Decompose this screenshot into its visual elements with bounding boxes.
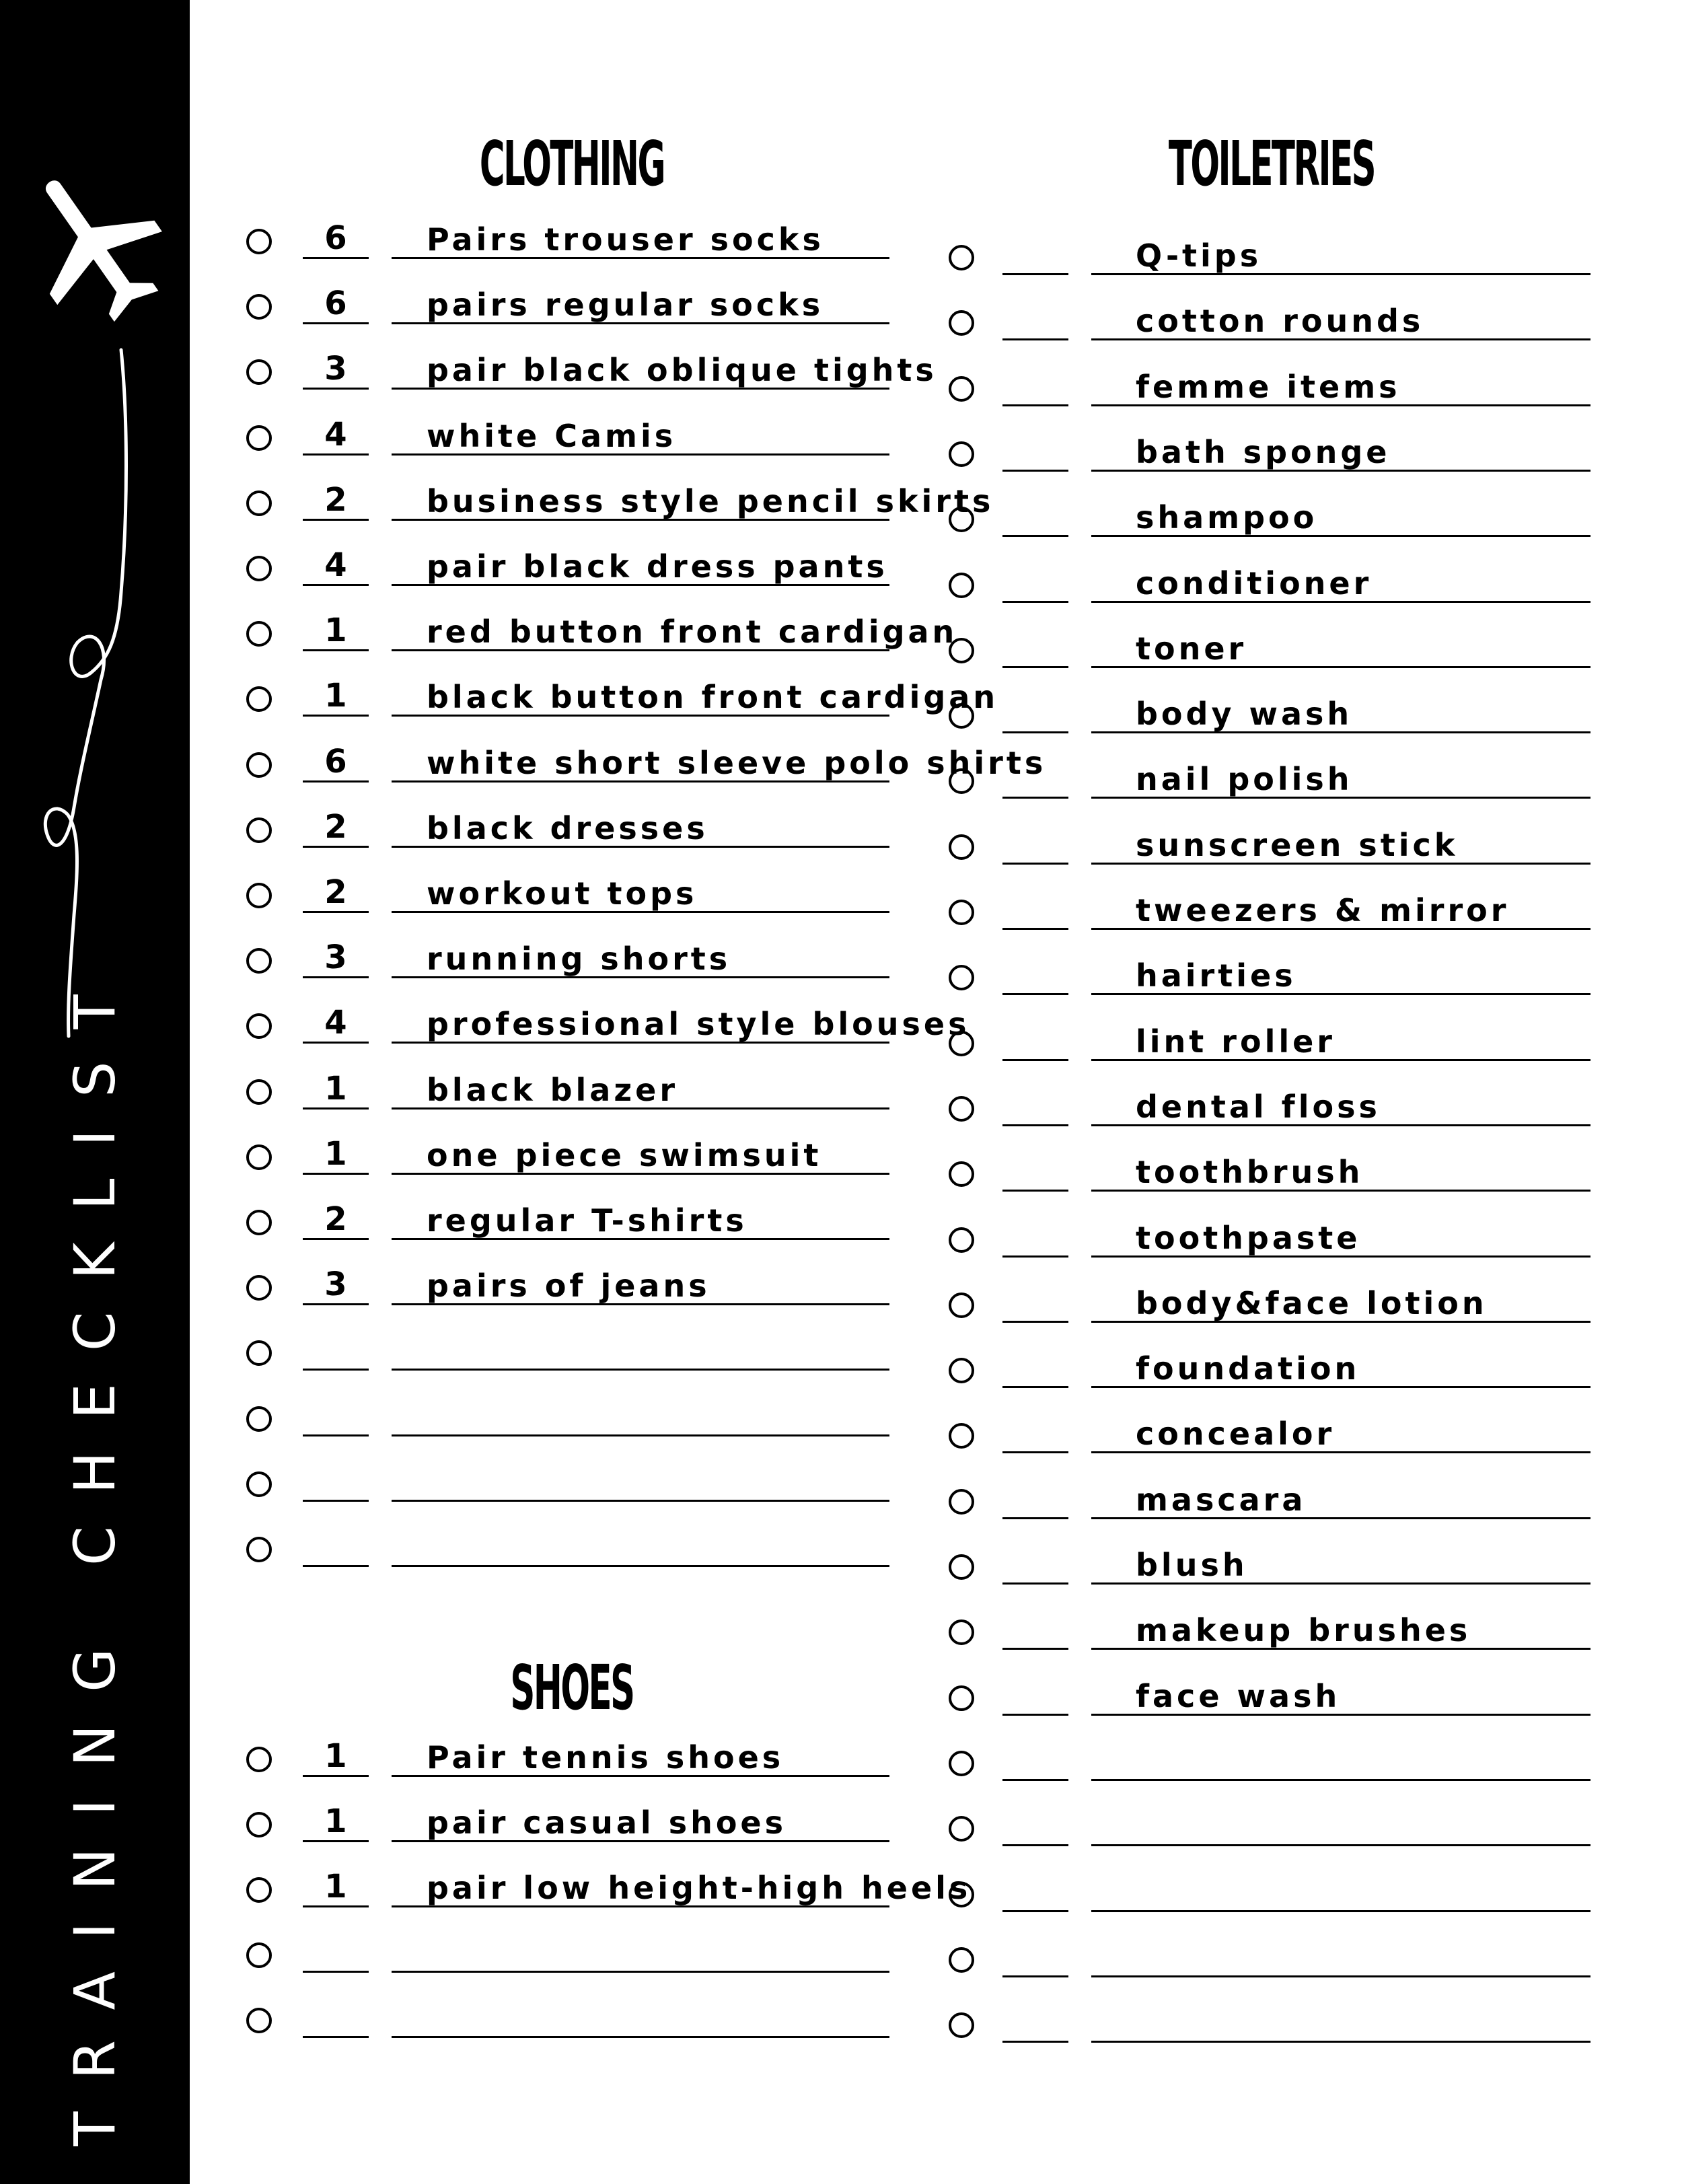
quantity-line [1002, 1714, 1068, 1716]
item-text[interactable]: bath sponge [1136, 433, 1391, 470]
quantity-value[interactable]: 1 [324, 1737, 347, 1775]
checkbox-circle[interactable] [949, 1227, 974, 1253]
toiletries-item [949, 954, 1621, 1001]
item-text[interactable]: regular T-shirts [427, 1202, 747, 1239]
item-text[interactable]: toner [1136, 630, 1247, 667]
item-text[interactable]: red button front cardigan [427, 614, 958, 651]
clothing-item [246, 807, 919, 854]
item-text[interactable]: white Camis [427, 417, 677, 454]
toiletries-item [949, 692, 1621, 739]
item-text[interactable]: sunscreen stick [1136, 826, 1459, 863]
quantity-line [1002, 1648, 1068, 1650]
checkbox-circle[interactable] [949, 1816, 974, 1842]
checkbox-circle[interactable] [246, 1812, 272, 1837]
item-text[interactable]: shampoo [1136, 499, 1318, 536]
item-text[interactable]: concealor [1136, 1416, 1336, 1453]
checkbox-circle[interactable] [949, 834, 974, 860]
checkbox-circle[interactable] [949, 1619, 974, 1645]
clothing-item [246, 349, 937, 396]
checkbox-circle[interactable] [949, 1685, 974, 1711]
clothing-item [246, 1395, 919, 1443]
checkbox-circle[interactable] [949, 441, 974, 467]
checkbox-circle[interactable] [246, 621, 272, 647]
quantity-value[interactable]: 1 [324, 1868, 347, 1905]
quantity-line [1002, 404, 1068, 406]
item-text[interactable]: mascara [1136, 1481, 1307, 1518]
clothing-item [246, 676, 999, 723]
clothing-item [246, 1003, 970, 1050]
checkbox-circle[interactable] [949, 1554, 974, 1580]
quantity-line [303, 584, 369, 586]
toiletries-heading: TOILETRIES [1168, 128, 1375, 200]
quantity-line [303, 1434, 369, 1436]
toiletries-item [949, 1347, 1621, 1394]
quantity-line [303, 1840, 369, 1842]
quantity-line [1002, 1779, 1068, 1781]
clothing-item [246, 218, 919, 265]
quantity-line [303, 1173, 369, 1175]
quantity-line [303, 1107, 369, 1109]
item-text[interactable]: lint roller [1136, 1023, 1336, 1060]
checkbox-circle[interactable] [246, 556, 272, 581]
toiletries-item [949, 627, 1621, 674]
toiletries-item [949, 1412, 1621, 1459]
checkbox-circle[interactable] [949, 1161, 974, 1187]
clothing-item [246, 1526, 919, 1573]
checkbox-circle[interactable] [246, 1942, 272, 1968]
item-text[interactable]: pairs of jeans [427, 1268, 710, 1305]
quantity-line [1002, 1190, 1068, 1192]
checkbox-circle[interactable] [949, 376, 974, 402]
quantity-line [303, 1775, 369, 1777]
quantity-value[interactable]: 6 [324, 219, 347, 257]
shoes-item [246, 1997, 919, 2044]
quantity-line [303, 1369, 369, 1371]
shoes-item [246, 1932, 919, 1979]
quantity-value[interactable]: 2 [324, 1200, 347, 1238]
checkbox-circle[interactable] [949, 703, 974, 729]
quantity-value[interactable]: 2 [324, 480, 347, 519]
clothing-item [246, 1330, 919, 1377]
toiletries-item [949, 1805, 1621, 1852]
quantity-value[interactable]: 4 [324, 1004, 347, 1042]
clothing-item [246, 1264, 919, 1311]
toiletries-item [949, 1151, 1621, 1198]
quantity-value[interactable]: 2 [324, 807, 347, 846]
quantity-line [303, 1303, 369, 1305]
item-text[interactable]: cotton rounds [1136, 303, 1424, 340]
clothing-item [246, 283, 919, 330]
item-text[interactable]: tweezers & mirror [1136, 892, 1510, 929]
checkbox-circle[interactable] [246, 229, 272, 254]
toiletries-item [949, 2002, 1621, 2049]
item-text[interactable]: nail polish [1136, 761, 1353, 798]
quantity-line [1002, 273, 1068, 275]
quantity-line [303, 519, 369, 521]
checkbox-circle[interactable] [949, 768, 974, 794]
quantity-line [1002, 928, 1068, 930]
toiletries-item [949, 365, 1621, 412]
toiletries-item [949, 1740, 1621, 1787]
item-text[interactable]: black dresses [427, 809, 708, 846]
item-line [1091, 1844, 1590, 1846]
quantity-line [303, 2036, 369, 2038]
checkbox-circle[interactable] [246, 1406, 272, 1432]
quantity-value[interactable]: 3 [324, 1266, 347, 1304]
item-text[interactable]: business style pencil skirts [427, 482, 994, 519]
checkbox-circle[interactable] [949, 1031, 974, 1056]
item-text[interactable]: Pair tennis shoes [427, 1739, 784, 1776]
quantity-line [1002, 1844, 1068, 1846]
item-text[interactable]: body&face lotion [1136, 1284, 1488, 1321]
checkbox-circle[interactable] [246, 1275, 272, 1301]
quantity-line [303, 1238, 369, 1240]
checkbox-circle[interactable] [246, 490, 272, 516]
checkbox-circle[interactable] [949, 245, 974, 270]
quantity-line [303, 1565, 369, 1567]
item-text[interactable]: pairs regular socks [427, 287, 824, 324]
item-text[interactable]: workout tops [427, 875, 698, 912]
toiletries-item [949, 1282, 1621, 1329]
flight-trail-decoration [27, 336, 161, 1050]
quantity-value[interactable]: 1 [324, 1069, 347, 1107]
item-text[interactable]: femme items [1136, 368, 1401, 405]
toiletries-item [949, 889, 1621, 936]
item-text[interactable]: face wash [1136, 1677, 1341, 1714]
shoes-item [246, 1736, 919, 1783]
item-line [392, 1434, 889, 1436]
toiletries-item [949, 299, 1621, 347]
item-text[interactable]: black button front cardigan [427, 679, 999, 716]
sidebar-title: TRAINING CHECKLIST [62, 962, 128, 2146]
toiletries-item [949, 431, 1621, 478]
quantity-line [303, 1042, 369, 1044]
quantity-line [303, 780, 369, 782]
quantity-line [1002, 1451, 1068, 1453]
quantity-line [1002, 535, 1068, 537]
item-text[interactable]: pair low height-high heels [427, 1870, 972, 1906]
item-line [1091, 1975, 1590, 1977]
quantity-line [303, 257, 369, 259]
checkbox-circle[interactable] [949, 1423, 974, 1449]
item-text[interactable]: pair black dress pants [427, 548, 888, 585]
checkbox-circle[interactable] [246, 1537, 272, 1562]
quantity-value[interactable]: 3 [324, 350, 347, 388]
checkbox-circle[interactable] [246, 1210, 272, 1235]
item-text[interactable]: toothbrush [1136, 1154, 1364, 1191]
item-line [392, 1369, 889, 1371]
clothing-item [246, 1068, 919, 1116]
quantity-line [1002, 1910, 1068, 1912]
quantity-line [1002, 1124, 1068, 1126]
quantity-line [1002, 731, 1068, 733]
quantity-line [1002, 1386, 1068, 1388]
quantity-value[interactable]: 6 [324, 285, 347, 323]
item-text[interactable]: professional style blouses [427, 1006, 970, 1043]
item-line [392, 1565, 889, 1567]
quantity-value[interactable]: 4 [324, 546, 347, 584]
quantity-line [1002, 1321, 1068, 1323]
checkbox-circle[interactable] [246, 359, 272, 385]
checkbox-circle[interactable] [949, 2012, 974, 2038]
clothing-item [246, 872, 919, 919]
item-text[interactable]: Q-tips [1136, 238, 1262, 274]
checkbox-circle[interactable] [949, 1096, 974, 1122]
quantity-line [1002, 797, 1068, 799]
item-line [392, 1500, 889, 1502]
checkbox-circle[interactable] [949, 507, 974, 532]
item-text[interactable]: pair black oblique tights [427, 352, 937, 389]
shoes-item [246, 1866, 972, 1914]
toiletries-item [949, 1085, 1621, 1132]
clothing-item [246, 610, 958, 657]
checkbox-circle[interactable] [246, 294, 272, 320]
quantity-line [1002, 338, 1068, 340]
checkbox-circle[interactable] [246, 1877, 272, 1903]
item-text[interactable]: white short sleeve polo shirts [427, 744, 1047, 781]
clothing-item [246, 480, 994, 527]
quantity-line [1002, 863, 1068, 865]
item-line [1091, 1779, 1590, 1781]
checkbox-circle[interactable] [246, 1340, 272, 1366]
item-line [392, 1971, 889, 1973]
quantity-line [1002, 1255, 1068, 1258]
clothing-item [246, 741, 1047, 789]
checkbox-circle[interactable] [949, 310, 974, 336]
clothing-item [246, 545, 919, 592]
checkbox-circle[interactable] [949, 1293, 974, 1318]
item-line [1091, 2041, 1590, 2043]
clothing-item [246, 414, 919, 462]
quantity-line [303, 1905, 369, 1907]
item-text[interactable]: Pairs trouser socks [427, 221, 824, 258]
quantity-line [303, 649, 369, 651]
clothing-item [246, 1199, 919, 1246]
checkbox-circle[interactable] [949, 1358, 974, 1383]
toiletries-item [949, 1936, 1621, 1983]
checkbox-circle[interactable] [246, 2008, 272, 2033]
item-text[interactable]: black blazer [427, 1071, 679, 1108]
quantity-value[interactable]: 1 [324, 612, 347, 650]
quantity-value[interactable]: 3 [324, 939, 347, 977]
checkbox-circle[interactable] [949, 638, 974, 663]
toiletries-item [949, 1478, 1621, 1525]
toiletries-item [949, 824, 1621, 871]
clothing-heading: CLOTHING [479, 128, 665, 200]
checkbox-circle[interactable] [949, 573, 974, 598]
checkbox-circle[interactable] [246, 1144, 272, 1170]
checkbox-circle[interactable] [246, 1747, 272, 1772]
quantity-value[interactable]: 1 [324, 1134, 347, 1173]
quantity-line [303, 388, 369, 390]
checkbox-circle[interactable] [246, 883, 272, 908]
item-text[interactable]: one piece swimsuit [427, 1136, 822, 1173]
item-text[interactable]: conditioner [1136, 565, 1373, 602]
quantity-line [303, 1971, 369, 1973]
quantity-line [303, 846, 369, 848]
checkbox-circle[interactable] [949, 1489, 974, 1515]
quantity-value[interactable]: 2 [324, 873, 347, 911]
checkbox-circle[interactable] [246, 686, 272, 712]
quantity-line [303, 322, 369, 324]
quantity-line [1002, 601, 1068, 603]
item-text[interactable]: blush [1136, 1547, 1248, 1583]
quantity-line [1002, 666, 1068, 668]
item-text[interactable]: makeup brushes [1136, 1612, 1471, 1649]
quantity-line [303, 715, 369, 717]
clothing-item [246, 937, 919, 984]
quantity-line [303, 911, 369, 913]
toiletries-item [949, 758, 1621, 805]
clothing-item [246, 1134, 919, 1181]
airplane-icon [26, 161, 167, 336]
shoes-heading: SHOES [510, 1652, 634, 1724]
checkbox-circle[interactable] [949, 1947, 974, 1973]
quantity-value[interactable]: 1 [324, 677, 347, 715]
item-text[interactable]: toothpaste [1136, 1219, 1361, 1256]
toiletries-item [949, 1020, 1621, 1067]
quantity-line [1002, 1582, 1068, 1585]
quantity-value[interactable]: 4 [324, 415, 347, 453]
toiletries-item [949, 1871, 1621, 1918]
quantity-line [1002, 993, 1068, 995]
checkbox-circle[interactable] [949, 1882, 974, 1907]
item-text[interactable]: body wash [1136, 696, 1353, 733]
checkbox-circle[interactable] [246, 817, 272, 843]
quantity-line [1002, 1517, 1068, 1519]
item-text[interactable]: running shorts [427, 941, 731, 978]
item-line [392, 2036, 889, 2038]
checkbox-circle[interactable] [949, 900, 974, 925]
checkbox-circle[interactable] [246, 425, 272, 451]
checkbox-circle[interactable] [246, 1013, 272, 1039]
quantity-line [303, 1500, 369, 1502]
quantity-line [1002, 470, 1068, 472]
sidebar [0, 0, 190, 2184]
checkbox-circle[interactable] [246, 752, 272, 778]
item-text[interactable]: foundation [1136, 1350, 1360, 1387]
toiletries-item [949, 562, 1621, 609]
quantity-line [1002, 1059, 1068, 1061]
item-line [1091, 1910, 1590, 1912]
checkbox-circle[interactable] [949, 965, 974, 990]
toiletries-item [949, 1543, 1621, 1591]
shoes-item [246, 1801, 919, 1848]
checkbox-circle[interactable] [246, 1079, 272, 1105]
toiletries-item [949, 496, 1621, 543]
quantity-line [303, 976, 369, 978]
toiletries-item [949, 1609, 1621, 1656]
clothing-item [246, 1461, 919, 1508]
quantity-line [1002, 1975, 1068, 1977]
checkbox-circle[interactable] [949, 1751, 974, 1776]
item-text[interactable]: dental floss [1136, 1088, 1381, 1125]
quantity-value[interactable]: 6 [324, 742, 347, 780]
quantity-value[interactable]: 1 [324, 1803, 347, 1840]
toiletries-item [949, 234, 1621, 281]
quantity-line [1002, 2041, 1068, 2043]
checkbox-circle[interactable] [246, 948, 272, 974]
toiletries-item [949, 1675, 1621, 1722]
quantity-line [303, 453, 369, 456]
toiletries-item [949, 1216, 1621, 1264]
item-text[interactable]: hairties [1136, 957, 1296, 994]
item-text[interactable]: pair casual shoes [427, 1805, 787, 1841]
checkbox-circle[interactable] [246, 1471, 272, 1497]
